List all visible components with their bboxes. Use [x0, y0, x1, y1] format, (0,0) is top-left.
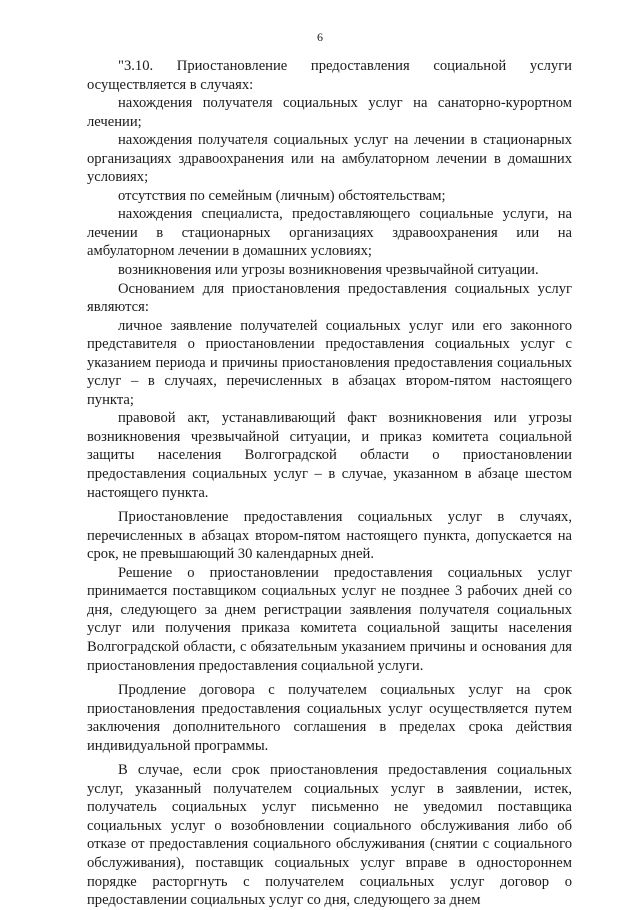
- paragraph-case-hospital-treatment: нахождения получателя социальных услуг на лечении в стационарных организациях здравоохранения или на амбулаторном лечении в домашних условиях;: [87, 132, 572, 186]
- paragraph-case-specialist-treatment: нахождения специалиста, предоставляющего социальные услуги, на лечении в стационарных организациях здравоохранения или на амбулаторном лечении в домашних условиях;: [87, 206, 572, 260]
- paragraph-case-sanatorium: нахождения получателя социальных услуг на санаторно-курортном лечении;: [87, 95, 572, 130]
- paragraph-contract-termination: В случае, если срок приостановления предоставления социальных услуг, указанный получателем социальных услуг в заявлении, истек, получатель социальных услуг письменно не уведомил поставщика социальных услуг о возобновлении социального обслуживания либо об отказе от предоставления социального обслуживания (снятии с социального обслуживания), поставщик социальных услуг вправе в одностороннем порядке расторгнуть с получателем социальных услуг договор о предоставлении социальных услуг со дня, следующего за днем: [87, 762, 572, 909]
- paragraph-ground-personal-application: личное заявление получателей социальных услуг или его законного представителя о приостановлении предоставления социальных услуг с указанием периода и причины приостановления предоставления социальных услуг – в случаях, перечисленных в абзацах втором-пятом настоящего пункта;: [87, 317, 572, 408]
- paragraph-case-family-circumstances: отсутствия по семейным (личным) обстоятельствам;: [118, 187, 446, 204]
- paragraph-grounds-intro: Основанием для приостановления предоставления социальных услуг являются:: [87, 280, 572, 316]
- paragraph-contract-extension: Продление договора с получателем социальных услуг на срок приостановления предоставления социальных услуг осуществляется путем заключения дополнительного соглашения в пределах срока действия индивидуальной программы.: [87, 682, 572, 754]
- paragraph-case-emergency: возникновения или угрозы возникновения чрезвычайной ситуации.: [118, 262, 539, 279]
- page-number: 6: [317, 30, 323, 44]
- document-body: [87, 57, 572, 910]
- paragraph-3-10-intro: "3.10. Приостановление предоставления социальной услуги осуществляется в случаях:: [87, 58, 572, 93]
- paragraph-suspension-decision: Решение о приостановлении предоставления социальных услуг принимается поставщиком социальных услуг не позднее 3 рабочих дней со дня, следующего за днем регистрации заявления получателя социальных услуг или получения приказа комитета социальной защиты населения Волгоградской области, с обязательным указанием причины и основания для приостановления предоставления социальной услуги.: [87, 564, 572, 674]
- paragraph-ground-legal-act: правовой акт, устанавливающий факт возникновения или угрозы возникновения чрезвычайной ситуации, и приказ комитета социальной защиты населения Волгоградской области о приостановлении предоставления социальных услуг – в случае, указанном в абзаце шестом настоящего пункта.: [87, 410, 572, 501]
- paragraph-suspension-term: Приостановление предоставления социальных услуг в случаях, перечисленных в абзацах втором-пятом настоящего пункта, допускается на срок, не превышающий 30 календарных дней.: [87, 509, 572, 563]
